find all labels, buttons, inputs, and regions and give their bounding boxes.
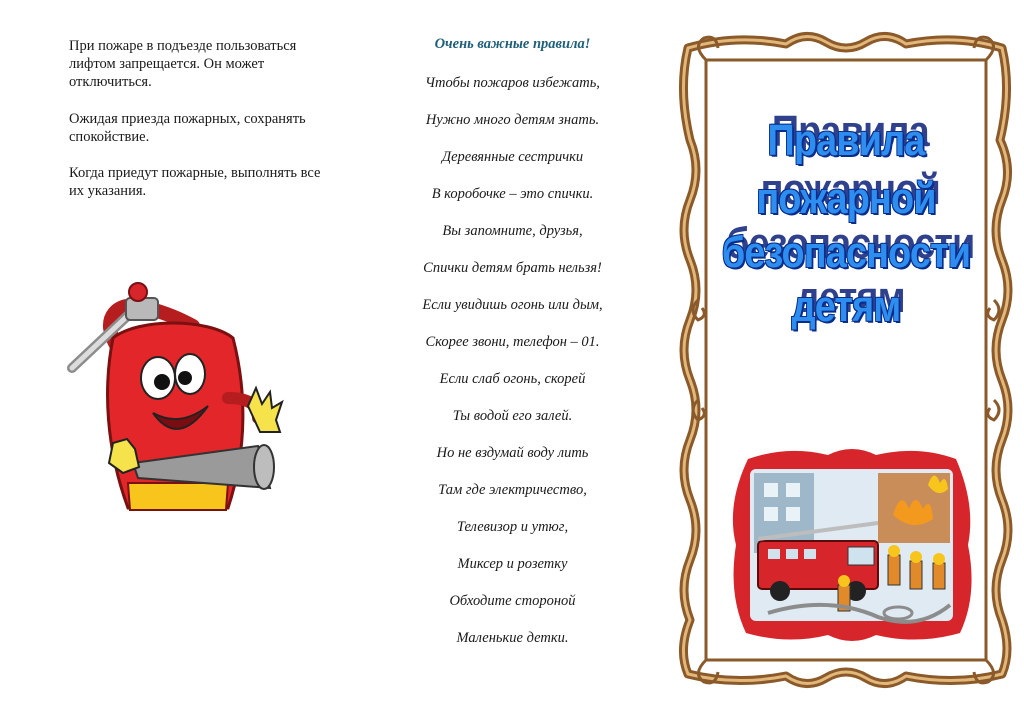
cover-panel [676, 30, 1016, 690]
firefighters-scene-illustration [728, 445, 975, 645]
poem-line: Скорее звони, телефон – 01. [425, 334, 600, 350]
poem-panel [360, 0, 665, 724]
poem-line: Маленькие детки. [456, 630, 569, 646]
poem-line: В коробочке – это спички. [431, 186, 594, 202]
poem-line: Ты водой его залей. [452, 408, 573, 424]
poem-line: Чтобы пожаров избежать, [425, 75, 600, 91]
poem-line: Телевизор и утюг, [456, 519, 569, 535]
poem-line: Обходите стороной [449, 593, 576, 609]
fire-extinguisher-mascot-illustration [58, 278, 293, 530]
poem-line: Вы запомните, друзья, [442, 223, 583, 239]
cover-title-line: пожарной [756, 174, 936, 223]
poem-line: Если увидишь огонь или дым, [422, 297, 603, 313]
cover-title-line: безопасности [721, 228, 971, 277]
cover-title-line: детям [791, 282, 901, 331]
cover-title-line: Правила [767, 116, 925, 165]
poem-line: Миксер и розетку [457, 556, 568, 572]
poem-line: Если слаб огонь, скорей [439, 371, 586, 387]
poem-title: Очень важные правила! [434, 36, 591, 52]
left-panel [0, 0, 340, 724]
poem-line: Но не вздумай воду лить [436, 445, 589, 461]
safety-rule-lift: При пожаре в подъезде пользоваться лифтом запрещается. Он может отключиться. [69, 38, 297, 90]
poem-line: Нужно много детям знать. [425, 112, 600, 128]
safety-rule-follow: Когда приедут пожарные, выполнять все их указания. [69, 165, 321, 199]
poem-line: Спички детям брать нельзя! [423, 260, 602, 276]
safety-rule-calm: Ожидая приезда пожарных, сохранять спокойствие. [69, 111, 306, 145]
poem-line: Там где электричество, [438, 482, 587, 498]
poem-line: Деревянные сестрички [441, 149, 584, 165]
